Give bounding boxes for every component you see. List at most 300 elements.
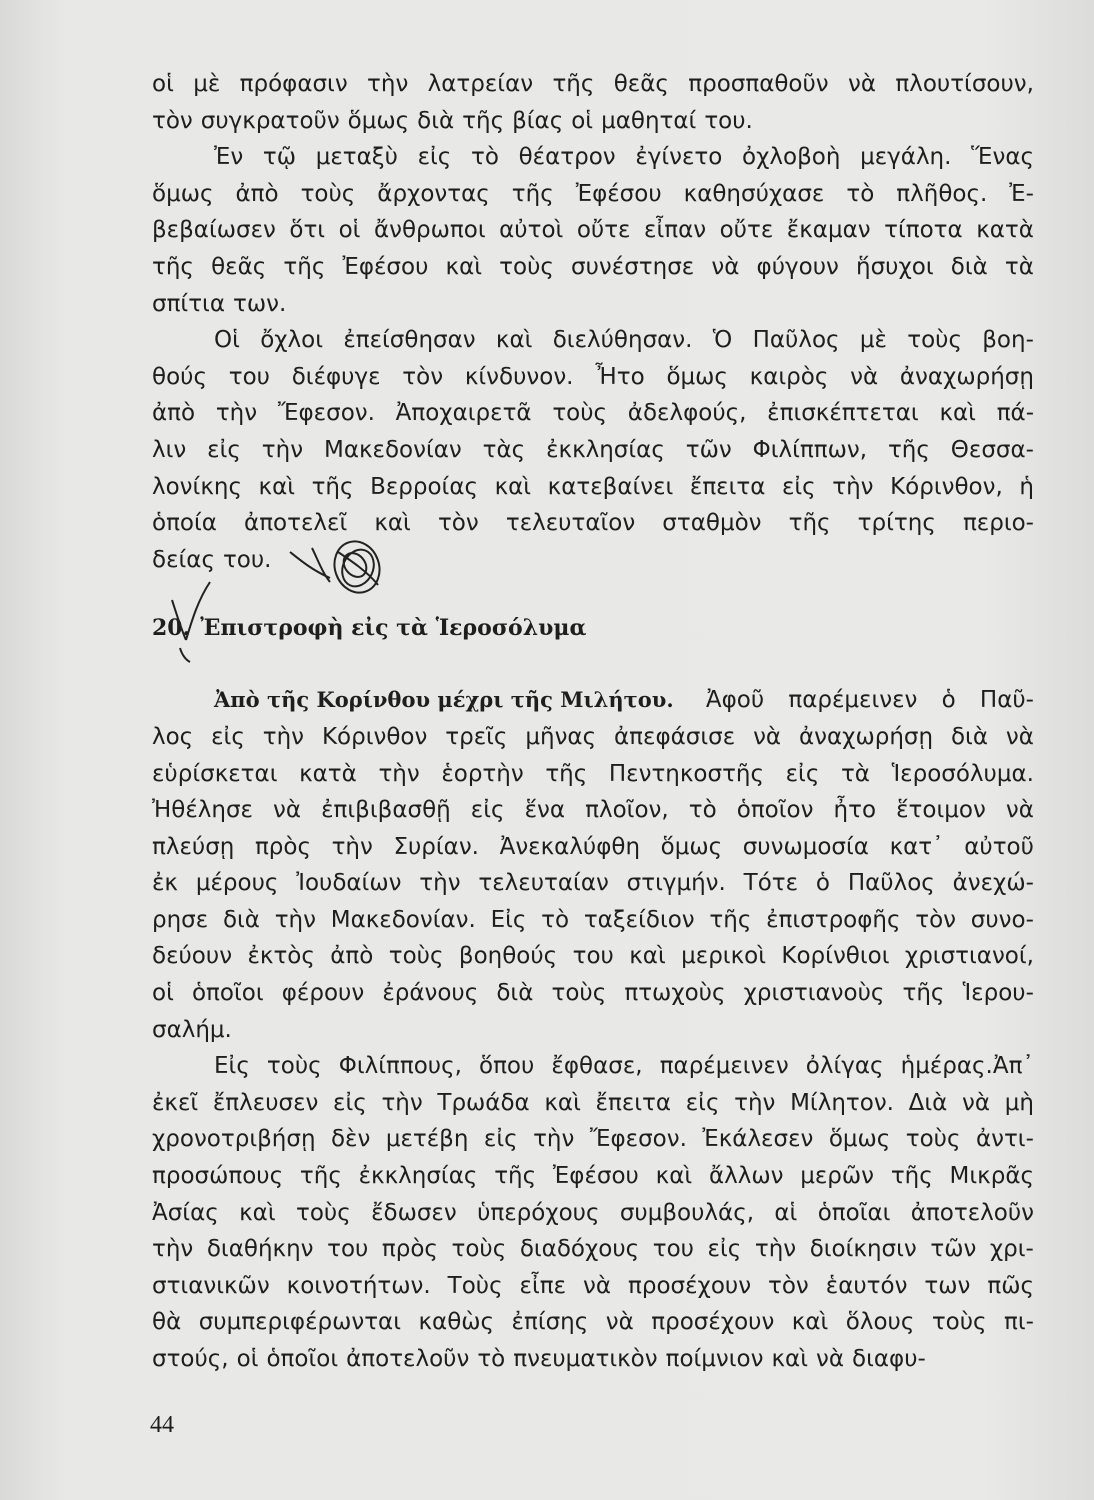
word: σαλήμ. xyxy=(152,1016,232,1043)
word: εἶπε xyxy=(519,1272,567,1299)
word: Ἐ- xyxy=(1009,180,1034,207)
word: ἔδωσεν xyxy=(371,1199,457,1226)
word: παρέμεινεν xyxy=(788,687,918,714)
word: Κόρινθον xyxy=(321,723,428,750)
word: διέφυγε xyxy=(291,363,381,390)
word: Ἀφοῦ xyxy=(705,687,765,714)
word: χρι- xyxy=(989,1236,1034,1263)
word: Μακεδονίαν xyxy=(323,436,462,463)
word: Κόρινθον, xyxy=(890,473,1003,500)
word: θὰ xyxy=(152,1309,182,1336)
word: τοὺς xyxy=(551,980,607,1007)
word: εἰς xyxy=(785,760,820,787)
word: των xyxy=(924,1272,971,1299)
word: καθὼς xyxy=(418,1309,495,1336)
word: ἕτοιμον xyxy=(896,797,986,824)
word: τὸν xyxy=(915,906,957,933)
word: Ἰουδαίων xyxy=(296,870,402,897)
word: τὴν xyxy=(754,1236,797,1263)
word: ἀπεφάσισε xyxy=(614,723,736,750)
word: τῷ xyxy=(262,144,296,171)
word: θέατρον xyxy=(518,144,616,171)
word: ὁποία xyxy=(152,510,217,537)
word: ἀδελφούς, xyxy=(627,400,747,427)
word: ἔπειτα xyxy=(689,473,766,500)
word: τῆς xyxy=(152,253,194,280)
word: καὶ xyxy=(494,473,532,500)
word: Ἱεροσόλυμα. xyxy=(891,760,1034,787)
word: τίποτα xyxy=(884,217,963,244)
word: ἄλλων xyxy=(708,1163,784,1190)
word: τοὺς xyxy=(451,1236,507,1263)
word: διὰ xyxy=(222,906,260,933)
word: ἀντι- xyxy=(975,1126,1034,1153)
word: βοηθούς xyxy=(458,943,558,970)
word: λονίκης xyxy=(152,473,242,500)
word: του xyxy=(572,943,614,970)
word: Θεσσα- xyxy=(950,436,1034,463)
word: ἐγίνετο xyxy=(635,144,723,171)
word: εἰς xyxy=(707,1236,742,1263)
word: ἦτο xyxy=(833,797,877,824)
word: αὐτοῦ xyxy=(964,833,1034,860)
word: πῶς xyxy=(987,1272,1034,1299)
word: τῆς xyxy=(552,71,595,97)
word: διαθήκην xyxy=(206,1236,314,1263)
word: κατεβαίνει xyxy=(547,473,674,500)
word: ὅμως xyxy=(666,363,728,390)
word: τοὺς xyxy=(499,253,554,280)
pencil-scribble-mark xyxy=(290,535,387,599)
word: τοὺς xyxy=(931,1309,987,1336)
word: ἐπίσης xyxy=(511,1309,589,1336)
word: ἀποτελοῦν xyxy=(346,1346,470,1372)
word: δείας xyxy=(152,546,215,573)
word: τὸ xyxy=(541,906,570,933)
word: Ἕνας xyxy=(971,144,1034,171)
word: ἑαυτόν xyxy=(825,1272,908,1299)
word: οἱ xyxy=(152,980,174,1007)
word: στιανικῶν xyxy=(152,1272,270,1299)
word: τὴν xyxy=(261,436,304,463)
word: καὶ xyxy=(258,473,296,500)
word: εἶπαν xyxy=(644,217,707,244)
word: ἄρχοντας xyxy=(377,180,490,207)
word: ὅμως xyxy=(347,107,410,134)
word: τρίτης xyxy=(857,510,936,537)
word: ταξείδιον xyxy=(583,906,695,933)
word: νὰ xyxy=(753,723,782,750)
word: του. xyxy=(704,107,753,134)
word: ὄχλοι xyxy=(260,327,324,354)
word: τὸ xyxy=(846,180,875,207)
word: διὰ xyxy=(417,107,455,134)
word: τὴν xyxy=(367,71,409,97)
word: ἐκκλησίας xyxy=(546,436,665,463)
word: ὁ xyxy=(815,870,830,897)
word: πρόφασιν xyxy=(239,71,348,97)
word: ἐπείσθησαν xyxy=(343,327,476,354)
word: προσέχουν xyxy=(651,1309,775,1336)
word: Πεντηκοστῆς xyxy=(608,760,765,787)
word: Ἔφεσον. xyxy=(589,1126,687,1153)
word: τῆς xyxy=(545,760,588,787)
word: θεᾶς xyxy=(613,71,669,97)
word: οἱ xyxy=(571,107,594,134)
word: δεύουν xyxy=(152,943,233,970)
word: νὰ xyxy=(711,253,740,280)
word: νὰ xyxy=(815,1346,844,1372)
word: τὴν xyxy=(378,760,420,787)
word: ὁποῖοι xyxy=(191,980,264,1007)
word: Παῦλος xyxy=(847,870,935,897)
word: εὑρίσκεται xyxy=(152,760,278,787)
word: καὶ xyxy=(495,327,533,354)
word: Ἀποχαιρετᾶ xyxy=(395,400,532,427)
word: διαδόχους xyxy=(519,1236,640,1263)
word: Ἱερου- xyxy=(962,980,1034,1007)
word: καιρὸς xyxy=(749,363,829,390)
word: καὶ xyxy=(239,1199,276,1226)
word: του xyxy=(327,1236,369,1263)
word: οὔτε xyxy=(719,217,774,244)
word: συγκρατοῦν xyxy=(200,107,340,134)
word: ὀχλοβοὴ xyxy=(742,144,841,171)
word: θούς xyxy=(152,363,207,390)
word: ἀνεχώ- xyxy=(952,870,1034,897)
word: τῆς xyxy=(283,253,326,280)
word: σταθμὸν xyxy=(662,510,762,537)
word: εἰς xyxy=(333,1089,367,1116)
paragraph-subheading: Ἀπὸ τῆς Κορίνθου μέχρι τῆς Μιλήτου. xyxy=(214,687,674,713)
word: ὁποῖαι xyxy=(817,1199,891,1226)
word: καὶ xyxy=(445,253,483,280)
word: ἀποτελοῦν xyxy=(910,1199,1034,1226)
word: τὴν xyxy=(274,906,316,933)
word: οὔτε xyxy=(576,217,631,244)
word: μέρους xyxy=(195,870,279,897)
word: παρέμεινεν xyxy=(659,1053,789,1080)
word: καὶ xyxy=(544,1089,581,1116)
word: μεταξὺ xyxy=(315,144,398,171)
word: χριστιανοὺς xyxy=(743,980,885,1007)
word: τῆς xyxy=(709,906,752,933)
word: Τρωάδα xyxy=(437,1089,530,1116)
word: οἱ xyxy=(152,71,174,97)
word: του. xyxy=(222,546,272,573)
word: ἐράνους xyxy=(382,980,479,1007)
word: ἀπὸ xyxy=(330,943,374,970)
word: προσέχουν xyxy=(628,1272,752,1299)
word: Μικρᾶς xyxy=(949,1163,1034,1190)
word: Μακεδονίαν. xyxy=(330,906,476,933)
word: τοὺς xyxy=(907,327,962,354)
word: ὁποῖοι xyxy=(266,1346,339,1372)
word: μὴ xyxy=(1004,1089,1034,1116)
word: ἀναχωρήσῃ xyxy=(799,723,934,750)
word: πτωχοὺς xyxy=(624,980,726,1007)
word: τὸ xyxy=(471,144,499,171)
word: βίας xyxy=(512,107,564,134)
word: τὴν xyxy=(262,723,305,750)
word: τὸν xyxy=(768,1272,809,1299)
word: τὴν xyxy=(215,400,258,427)
word: σπίτια xyxy=(152,290,225,317)
word: νὰ xyxy=(962,1089,991,1116)
word: καὶ xyxy=(374,510,411,537)
word: μερῶν xyxy=(800,1163,875,1190)
section-title: Ἐπιστροφὴ εἰς τὰ Ἱεροσόλυμα xyxy=(200,615,587,642)
word: Ἦτο xyxy=(595,363,645,390)
word: τοὺς xyxy=(295,1199,351,1226)
word: κατ᾽ xyxy=(889,833,944,860)
word: καὶ xyxy=(655,1163,693,1190)
word: λιν xyxy=(152,436,187,463)
word: ἐκτὸς xyxy=(247,943,315,970)
word: τὴν xyxy=(331,833,373,860)
word: τοὺς xyxy=(388,943,444,970)
word: νὰ xyxy=(850,363,879,390)
word: συνέστησε xyxy=(571,253,695,280)
word: τοὺς xyxy=(300,180,356,207)
word: τῆς xyxy=(887,436,930,463)
word: πλῆθος. xyxy=(896,180,988,207)
word: δὲν xyxy=(330,1126,371,1153)
word: ἀπὸ xyxy=(235,180,279,207)
word: τὴν xyxy=(734,1089,776,1116)
word: ὑπερόχους xyxy=(477,1199,600,1226)
word: ἥσυχοι xyxy=(856,253,934,280)
word: Εἰς xyxy=(490,906,527,933)
word: κίνδυνον. xyxy=(464,363,574,390)
word: τῆς xyxy=(494,1163,537,1190)
word: ὁ xyxy=(941,687,956,714)
word: ἔπειτα xyxy=(595,1089,672,1116)
word: εἰς xyxy=(781,473,816,500)
word: τὴν xyxy=(533,1126,575,1153)
word: εἰς xyxy=(470,797,505,824)
word: αἱ xyxy=(774,1199,798,1226)
word: ἔφθασε, xyxy=(551,1053,643,1080)
word: πρὸς xyxy=(381,1236,438,1263)
word: πλουτίσουν, xyxy=(895,71,1034,97)
word: Παῦλος xyxy=(752,327,840,354)
word: πλοῖον, xyxy=(585,797,669,824)
word: οἱ xyxy=(338,217,361,244)
word: ἔκαμαν xyxy=(786,217,871,244)
word: εἰς xyxy=(207,436,241,463)
word: τὰς xyxy=(482,436,526,463)
word: τὰ xyxy=(1004,253,1034,280)
word: εἰς xyxy=(417,144,452,171)
word: καθησύχασε xyxy=(683,180,825,207)
word: τελευταίαν xyxy=(478,870,609,897)
word: Μίλητον. xyxy=(790,1089,894,1116)
word: Οἱ xyxy=(214,327,240,354)
word: μεγάλη. xyxy=(860,144,952,171)
word: ὅμως xyxy=(660,833,723,860)
word: ἑορτὴν xyxy=(441,760,524,787)
word: ὅτι xyxy=(289,217,326,244)
word: τὸν xyxy=(437,510,479,537)
word: μετέβη xyxy=(385,1126,469,1153)
word: πλεύσῃ xyxy=(152,833,235,860)
word: λατρείαν xyxy=(427,71,534,97)
word: ἐκ xyxy=(152,870,178,897)
word: ἐκεῖ xyxy=(152,1089,199,1116)
word: συμπεριφέρωνται xyxy=(198,1309,402,1336)
word: ὅμως xyxy=(152,180,214,207)
word: πρὸς xyxy=(254,833,311,860)
word: διὰ xyxy=(496,980,534,1007)
word: νὰ xyxy=(1005,797,1034,824)
word: εἰς xyxy=(483,1126,518,1153)
word: μὲ xyxy=(193,71,221,97)
word: τὴν xyxy=(381,1089,423,1116)
word: τῆς xyxy=(462,107,505,134)
word: χρονοτριβήσῃ xyxy=(152,1126,316,1153)
word: Ἐκάλεσεν xyxy=(702,1126,814,1153)
word: ὅλους xyxy=(845,1309,915,1336)
word: καὶ xyxy=(771,1346,808,1372)
word: φέρουν xyxy=(281,980,365,1007)
word: κοινοτήτων. xyxy=(286,1272,431,1299)
word: περιο- xyxy=(962,510,1034,537)
word: ὀλίγας xyxy=(805,1053,884,1080)
word: θεᾶς xyxy=(211,253,267,280)
word: τῆς xyxy=(890,1163,933,1190)
word: μῆνας xyxy=(525,723,597,750)
word: τῶν xyxy=(685,436,732,463)
word: διὰ xyxy=(950,253,988,280)
word: εἰς xyxy=(685,1089,720,1116)
pencil-check-mark xyxy=(172,582,210,662)
word: ἄνθρωποι xyxy=(373,217,486,244)
word: πνευματικὸν xyxy=(513,1346,658,1372)
word: Φιλίππων, xyxy=(752,436,868,463)
word: τῆς xyxy=(299,1163,342,1190)
word: τὸ xyxy=(688,797,717,824)
word: τῆς xyxy=(788,510,831,537)
word: βεβαίωσεν xyxy=(152,217,276,244)
word: πά- xyxy=(996,400,1034,427)
word: Φιλίππους, xyxy=(338,1053,462,1080)
word: διοίκησιν xyxy=(809,1236,917,1263)
word: τῶν xyxy=(930,1236,977,1263)
word: τελευταῖον xyxy=(505,510,636,537)
word: Τότε xyxy=(743,870,799,897)
word: Ἔφεσον. xyxy=(277,400,375,427)
word: ἐπιστροφῆς xyxy=(766,906,901,933)
word: τοὺς xyxy=(266,1053,322,1080)
word: κατὰ xyxy=(299,760,357,787)
word: του xyxy=(652,1236,694,1263)
word: καὶ xyxy=(629,943,666,970)
word: νὰ xyxy=(1005,723,1034,750)
word: νὰ xyxy=(583,1272,612,1299)
word: συνωμοσία xyxy=(742,833,869,860)
word: τὸν xyxy=(402,363,444,390)
word: Ἐφέσου xyxy=(342,253,429,280)
word: Κορίνθιοι xyxy=(781,943,890,970)
word: ρησε xyxy=(152,906,209,933)
word: Ἐφέσου xyxy=(575,180,662,207)
section-number: 20. xyxy=(152,615,191,642)
word: μὲ xyxy=(859,327,887,354)
word: στιγμήν. xyxy=(626,870,726,897)
word: ἡ xyxy=(1019,473,1034,500)
word: τοὺς xyxy=(905,1126,961,1153)
word: προσώπους xyxy=(152,1163,284,1190)
word: ὅπου xyxy=(479,1053,535,1080)
word: Τοὺς xyxy=(447,1272,503,1299)
word: ἐπισκέπτεται xyxy=(767,400,919,427)
word: τρεῖς xyxy=(445,723,508,750)
word: αὐτοὶ xyxy=(499,217,564,244)
word: νὰ xyxy=(273,797,302,824)
word: ἕνα xyxy=(524,797,566,824)
word: Βερροίας xyxy=(370,473,479,500)
word: ἀναχωρήσῃ xyxy=(899,363,1034,390)
word: νὰ xyxy=(605,1309,634,1336)
word: ὅμως xyxy=(828,1126,891,1153)
word: τὴν xyxy=(832,473,874,500)
word: Ὁ xyxy=(712,327,733,354)
word: εἰς xyxy=(211,723,245,750)
word: τὴν xyxy=(419,870,461,897)
word: κατὰ xyxy=(976,217,1034,244)
word: Εἰς xyxy=(214,1053,250,1080)
word: ἀπὸ xyxy=(152,400,196,427)
word: καὶ xyxy=(939,400,976,427)
word: ἐκκλησίας xyxy=(358,1163,478,1190)
word: τῆς xyxy=(511,180,554,207)
word: διελύθησαν. xyxy=(552,327,693,354)
word: τὴν xyxy=(152,1236,194,1263)
page-number: 44 xyxy=(150,1412,174,1438)
word: λος xyxy=(152,723,194,750)
word: του xyxy=(228,363,270,390)
word: μερικοὶ xyxy=(681,943,766,970)
word: ἔπλευσεν xyxy=(212,1089,319,1116)
word: συμβουλάς, xyxy=(619,1199,755,1226)
word: Συρίαν. xyxy=(393,833,479,860)
word: βοη- xyxy=(982,327,1034,354)
word: χριστιανοί, xyxy=(904,943,1034,970)
word: νὰ xyxy=(848,71,877,97)
word: οἱ xyxy=(236,1346,259,1372)
word: ἐπιβιβασθῇ xyxy=(321,797,451,824)
word: ὁποῖον xyxy=(736,797,814,824)
word: ἀποτελεῖ xyxy=(244,510,348,537)
word: τὸν xyxy=(152,107,193,134)
word: ἡμέρας.Ἀπ᾽ xyxy=(900,1053,1034,1080)
word: συνο- xyxy=(970,906,1034,933)
word: ποίμνιον xyxy=(665,1346,764,1372)
word: τὸ xyxy=(477,1346,506,1372)
word: τῆς xyxy=(902,980,945,1007)
word: καὶ xyxy=(791,1309,829,1336)
word: Ἐν xyxy=(214,144,244,171)
word: προσπαθοῦν xyxy=(688,71,829,97)
word: διὰ xyxy=(950,723,988,750)
word: Διὰ xyxy=(908,1089,948,1116)
word: Ἠθέλησε xyxy=(152,797,253,824)
word: Ἐφέσου xyxy=(552,1163,639,1190)
word: πι- xyxy=(1004,1309,1034,1336)
word: Παῦ- xyxy=(979,687,1034,714)
word: Ἀνεκαλύφθη xyxy=(499,833,641,860)
